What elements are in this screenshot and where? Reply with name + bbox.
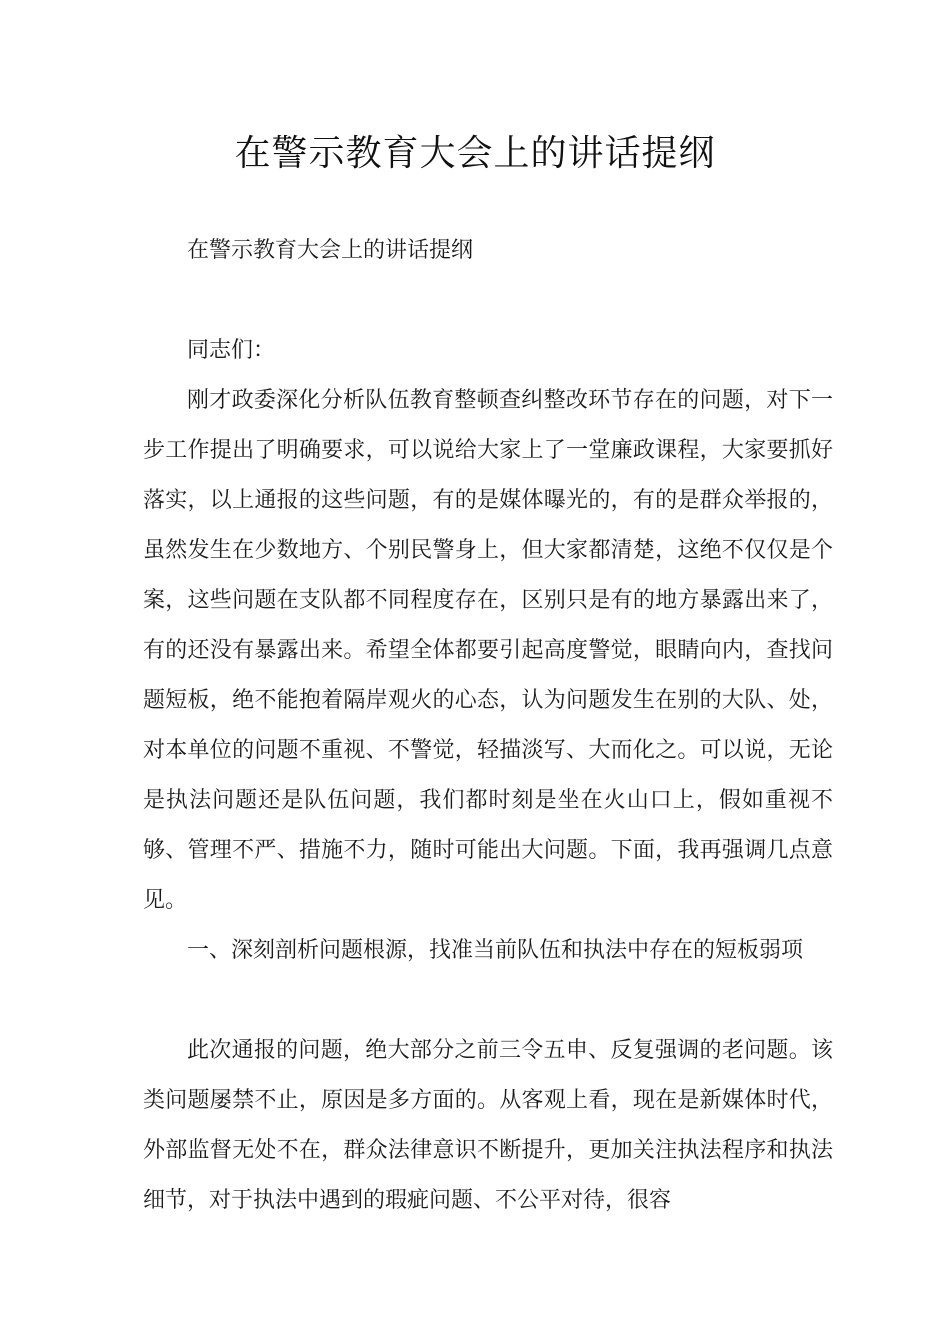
body-paragraph-2: 此次通报的问题，绝大部分之前三令五申、反复强调的老问题。该类问题屡禁不止，原因是多方面的。从客观上看，现在是新媒体时代，外部监督无处不在，群众法律意识不断提升，更加关注执法程序和执法细节，对于执法中遇到的瑕疵问题、不公平对待，很容 xyxy=(143,1038,833,1213)
document-title: 在警示教育大会上的讲话提纲 xyxy=(234,133,716,174)
document-subtitle: 在警示教育大会上的讲话提纲 xyxy=(187,238,474,263)
section-heading-1: 一、深刻剖析问题根源，找准当前队伍和执法中存在的短板弱项 xyxy=(187,938,804,963)
greeting-paragraph: 同志们： xyxy=(187,338,276,363)
body-paragraph-1: 刚才政委深化分析队伍教育整顿查纠整改环节存在的问题，对下一步工作提出了明确要求，可以说给大家上了一堂廉政课程，大家要抓好落实，以上通报的这些问题，有的是媒体曝光的，有的是群众举报的，虽然发生在少数地方、个别民警身上，但大家都清楚，这绝不仅仅是个案，这些问题在支队都不同程度存在，区别只是有的地方暴露出来了，有的还没有暴露出来。希望全体都要引起高度警觉，眼睛向内，查找问题短板，绝不能抱着隔岸观火的心态，认为问题发生在别的大队、处，对本单位的问题不重视、不警觉，轻描淡写、大而化之。可以说，无论是执法问题还是队伍问题，我们都时刻是坐在火山口上，假如重视不够、管理不严、措施不力，随时可能出大问题。下面，我再强调几点意见。 xyxy=(143,388,833,913)
